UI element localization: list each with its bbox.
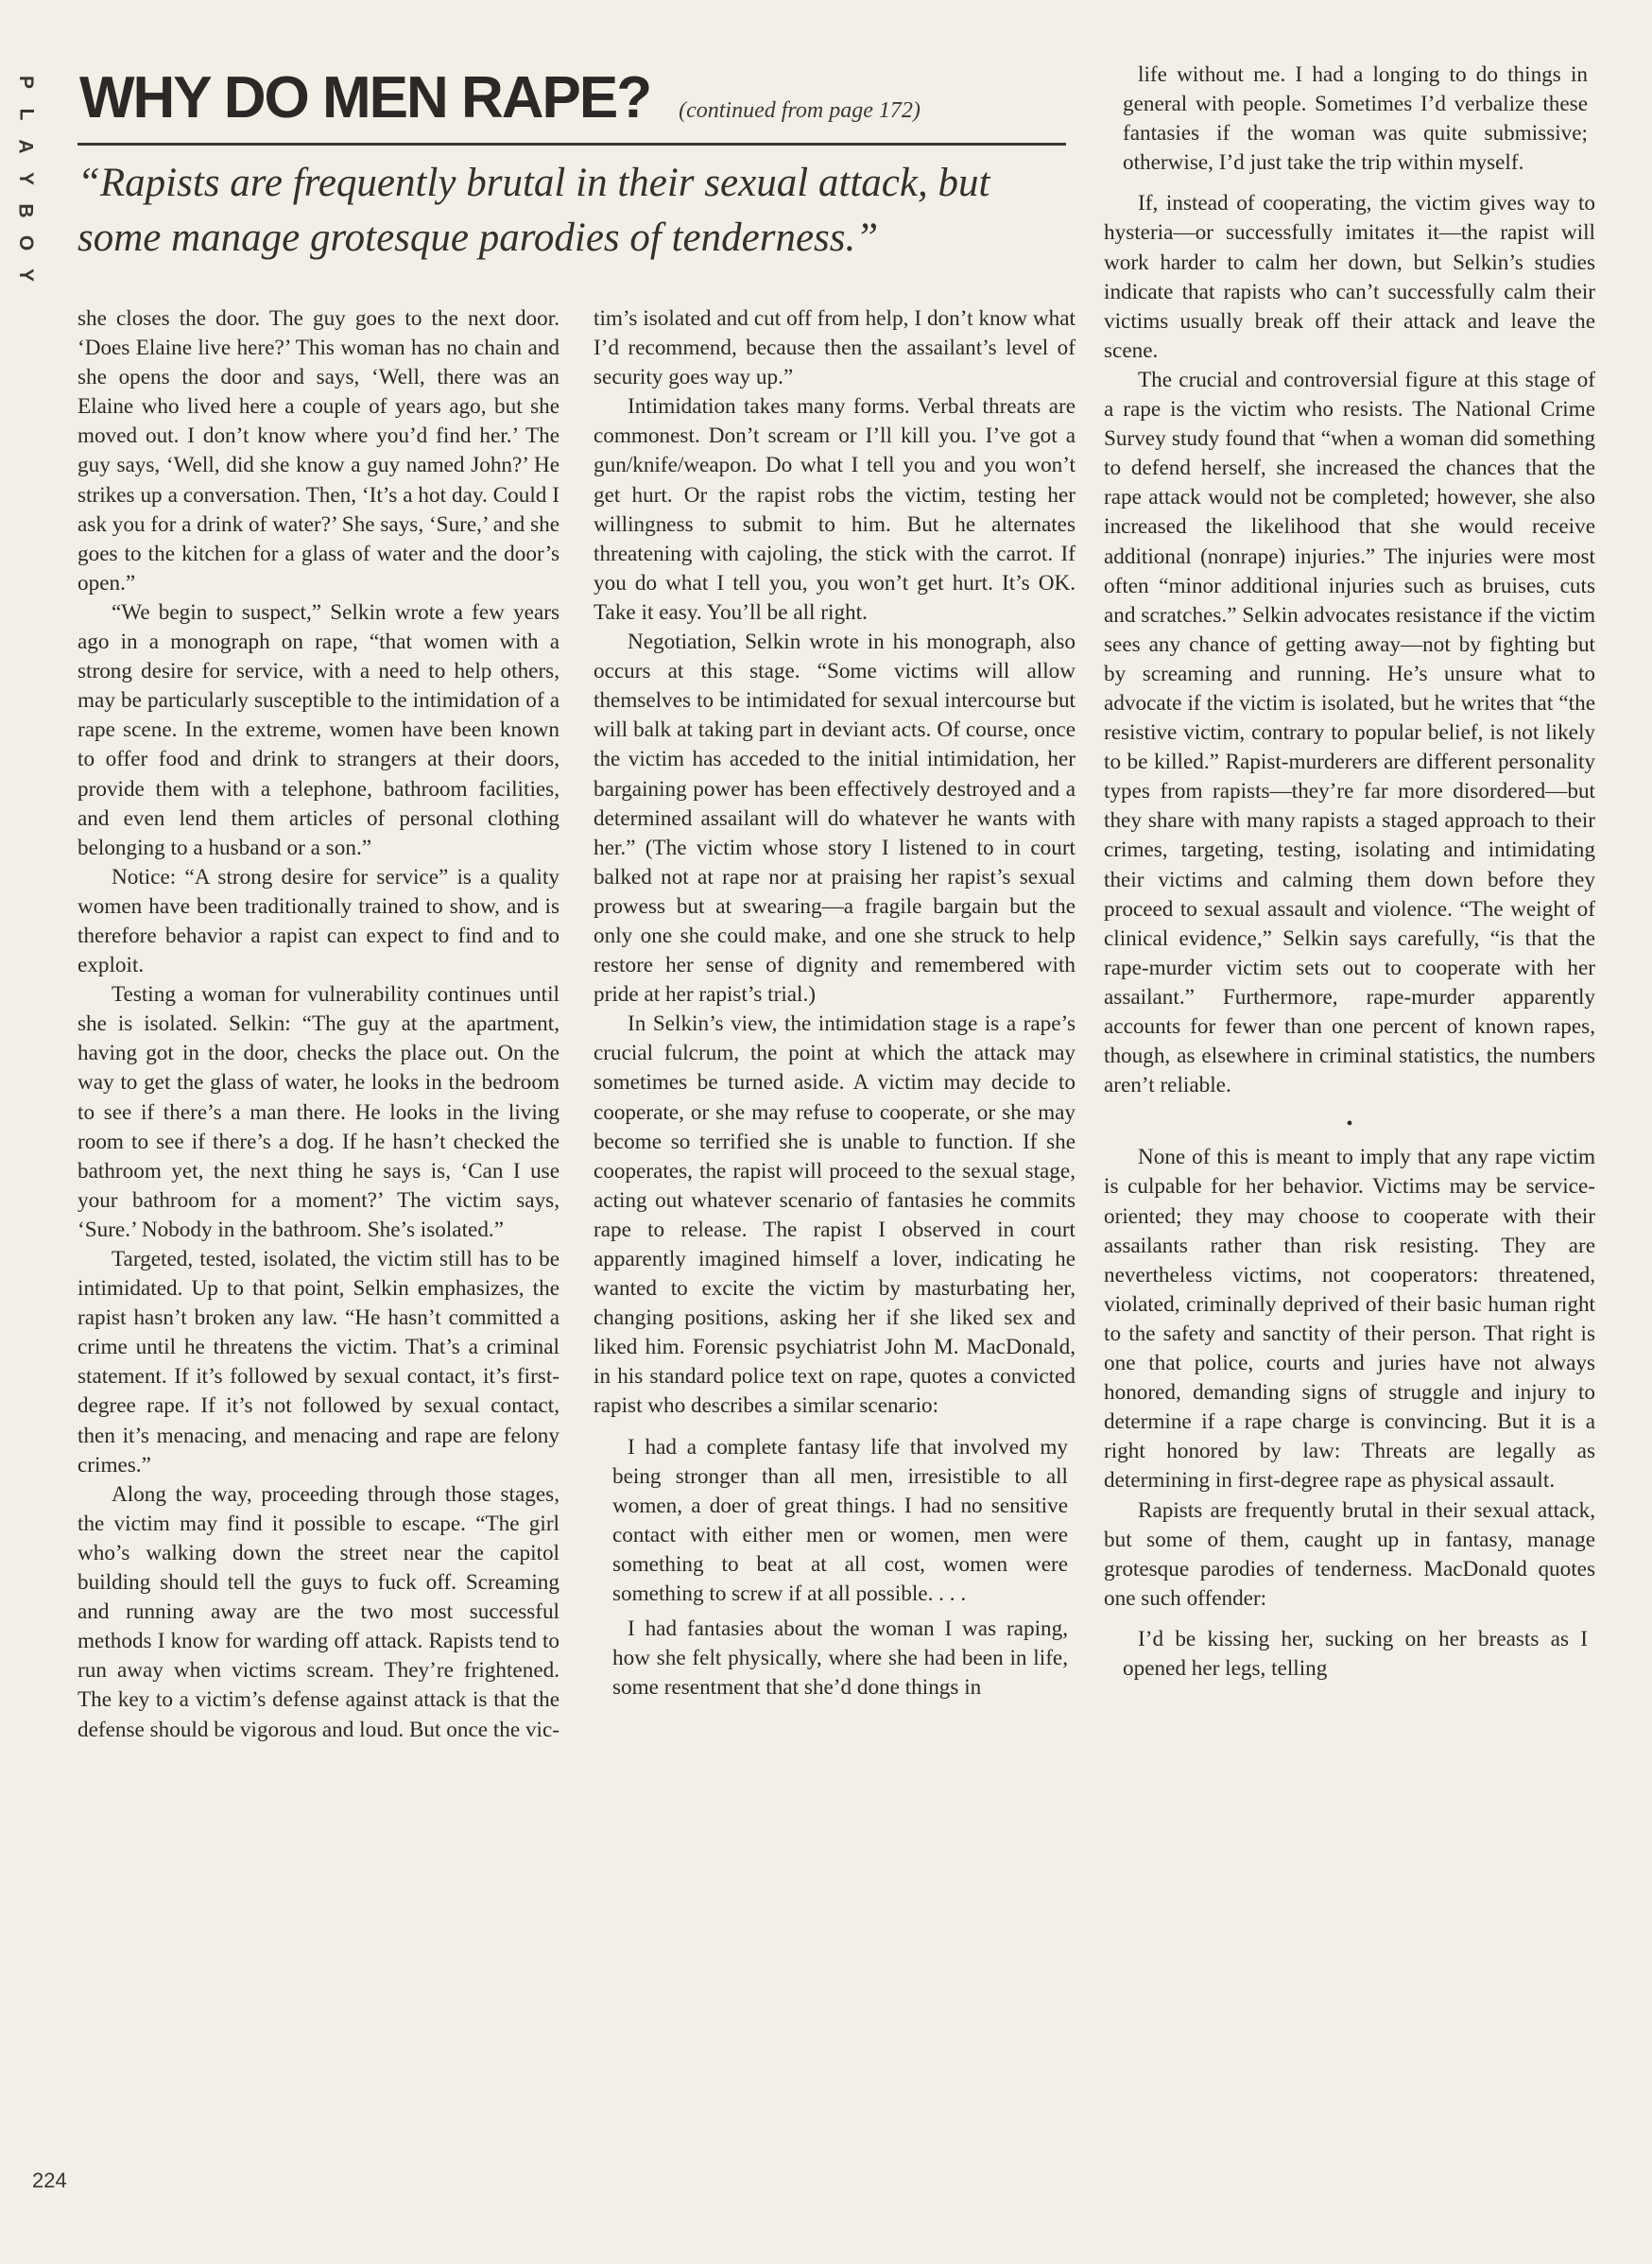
page-number: 224	[32, 2169, 67, 2192]
headline-row	[79, 64, 1067, 140]
paragraph: None of this is meant to imply that any rape victim is culpable for her behavior. Victims may be service-oriented; they may choose to cooperate with their assailants rather than risk resisting. They are nevertheless victims, not cooperators: threatened, violated, criminally deprived of their basic human right to the safety and sanctity of their person. That right is one that police, courts and juries have not always honored, demanding signs of struggle and injury to determine if a rape charge is convincing. But it is a right honored by law: Threats are legally as determining in first-degree rape as physical assault.	[1104, 1145, 1595, 1494]
masthead-letter: B	[14, 203, 37, 218]
paragraph: she closes the door. The guy goes to the next door. ‘Does Elaine live here?’ This woman has no chain and she opens the door and says, ‘Well, there was an Elaine who lived here a couple of years ago, but she moved out. I don’t know where you’d find her.’ The guy says, ‘Well, did she know a guy named John?’ He strikes up a conversation. Then, ‘It’s a hot day. Could I ask you for a drink of water?’ She says, ‘Sure,’ and she goes to the kitchen for a glass of water and the door’s open.”	[77, 306, 559, 596]
masthead-letter: Y	[14, 268, 37, 283]
paragraph: Rapists are frequently brutal in their sexual attack, but some of them, caught up in fantasy, manage grotesque parodies of tenderness. MacDonald quotes one such offender:	[1104, 1497, 1595, 1611]
paragraph: “We begin to suspect,” Selkin wrote a few years ago in a monograph on rape, “that women with a strong desire for service, with a need to help others, may be particularly susceptible to the intimidation of a rape scene. In the extreme, women have been known to offer food and drink to strangers at their doors, provide them with a telephone, bathroom facilities, and even lend them articles of personal clothing belonging to a husband or a son.”	[77, 599, 559, 860]
paragraph: Testing a woman for vulnerability continues until she is isolated. Selkin: “The guy at the apartment, having got in the door, checks the place out. On the way to get the glass of water, he looks in the bedroom to see if there’s a man there. He looks in the living room to see if there’s a dog. If he hasn’t checked the bathroom yet, the next thing he says is, ‘Can I use your bathroom for a moment?’ The victim says, ‘Sure.’ Nobody in the bathroom. She’s isolated.”	[77, 982, 559, 1242]
paragraph: tim’s isolated and cut off from help, I don’t know what I’d recommend, because then the assailant’s level of security goes way up.”	[594, 306, 1076, 390]
headline-rule	[77, 143, 1066, 146]
paragraph: Intimidation takes many forms. Verbal threats are commonest. Don’t scream or I’ll kill you. I’ve got a gun/knife/weapon. Do what I tell you and you won’t get hurt. Or the rapist robs the victim, testing her willingness to submit to him. But he alternates threatening with cajoling, the stick with the carrot. If you do what I tell you, you won’t get hurt. It’s OK. Take it easy. You’ll be all right.	[594, 394, 1076, 625]
article-title: WHY DO MEN RAPE?	[79, 65, 651, 130]
text-column-2	[594, 304, 1076, 1702]
magazine-masthead	[9, 66, 42, 291]
paragraph: Along the way, proceeding through those stages, the victim may find it possible to escape. “The girl who’s walking down the street near the capitol building should tell the guys to fuck off. Screaming and running away are the two most successful methods I know for warding off attack. Rapists tend to run away when victims scream. They’re frightened. The key to a victim’s defense against attack is that the defense should be vigorous and loud. But once the vic-	[77, 1481, 560, 1742]
masthead-letter: Y	[14, 171, 37, 186]
paragraph: The crucial and controversial figure at this stage of a rape is the victim who resists. The National Crime Survey study found that “when a woman did something to defend herself, she increased the chances that the rape attack would not be completed; however, she also increased the likelihood that she would receive additional (nonrape) injuries.” The injuries were most often “minor additional injuries such as bruises, cuts and scratches.” Selkin advocates resistance if the victim sees any chance of getting away—not by fighting but by screaming and running. He’s unsure what to advocate if the victim is isolated, but he writes that “the resistive victim, contrary to popular belief, is not likely to be killed.” Rapist-murderers are different personality types from rapists—they’re far more disordered—but they share with many rapists a staged approach to their crimes, targeting, testing, isolating and intimidating their victims and calming them down before they proceed to sexual assault and violence. “The weight of clinical evidence,” Selkin says carefully, “is that the rape-murder victim sets out to cooperate with her assailant.” Furthermore, rape-murder apparently accounts for fewer than one percent of known rapes, though, as elsewhere in criminal statistics, the numbers aren’t reliable.	[1104, 367, 1595, 1098]
block-quote: I had a complete fantasy life that involved my being stronger than all men, irresistible to all women, a doer of great things. I had no sensitive contact with either men or women, men were something to beat at all cost, women were something to screw if at all possible. . . .	[612, 1434, 1068, 1607]
paragraph: If, instead of cooperating, the victim gives way to hysteria—or successfully imitates it—the rapist will work harder to calm her down, but Selkin’s studies indicate that rapists who can’t successfully calm their victims usually break off their attack and leave the scene.	[1104, 191, 1595, 363]
masthead-letter: A	[14, 139, 37, 154]
text-column-1	[77, 304, 559, 1745]
text-column-3	[1104, 60, 1595, 1684]
paragraph: Notice: “A strong desire for service” is a quality women have been traditionally trained to show, and is therefore behavior a rapist can expect to find and to exploit.	[77, 864, 559, 978]
masthead-letter: L	[14, 108, 37, 121]
section-break-bullet: •	[1346, 1114, 1353, 1135]
masthead-letter: O	[15, 234, 37, 251]
masthead-letter: P	[14, 75, 37, 90]
pull-quote: “Rapists are frequently brutal in their sexual attack, but some manage grotesque parodies of tenderness.”	[77, 161, 990, 260]
block-quote: I’d be kissing her, sucking on her breasts as I opened her legs, telling	[1123, 1626, 1588, 1681]
paragraph: In Selkin’s view, the intimidation stage is a rape’s crucial fulcrum, the point at which the attack may sometimes be turned aside. A victim may decide to cooperate, or she may refuse to cooperate, or she may become so terrified she is unable to function. If she cooperates, the rapist will proceed to the sexual stage, acting out whatever scenario of fantasies he commits rape to release. The rapist I observed in court apparently imagined himself a lover, indicating he wanted to excite the victim by masturbating her, changing positions, asking her if she liked sex and liked him. Forensic psychiatrist John M. MacDonald, in his standard police text on rape, quotes a convicted rapist who describes a similar scenario:	[594, 1011, 1076, 1419]
block-quote: life without me. I had a longing to do things in general with people. Sometimes I’d verbalize these fantasies if the woman was quite submissive; otherwise, I’d just take the trip within myself.	[1123, 62, 1588, 176]
block-quote: I had fantasies about the woman I was raping, how she felt physically, where she had been in life, some resentment that she’d done things in	[612, 1616, 1068, 1701]
paragraph: Negotiation, Selkin wrote in his monograph, also occurs at this stage. “Some victims will allow themselves to be intimidated for sexual intercourse but will balk at taking part in deviant acts. Of course, once the victim has acceded to the initial intimidation, her bargaining power has been effectively destroyed and a determined assailant will do whatever he wants with her.” (The victim whose story I listened to in court balked not at rape nor at praising her rapist’s sexual prowess but at swearing—a fragile bargain but the only one she could make, and one she struck to help restore her sense of dignity and remembered with pride at her rapist’s trial.)	[594, 630, 1076, 1008]
continued-note: (continued from page 172)	[679, 98, 921, 123]
paragraph: Targeted, tested, isolated, the victim still has to be intimidated. Up to that point, Selkin emphasizes, the rapist hasn’t broken any law. “He hasn’t committed a crime until he threatens the victim. That’s a criminal statement. If it’s followed by sexual contact, it’s first-degree rape. If it’s not followed by sexual contact, then it’s menacing, and menacing and rape are felony crimes.”	[77, 1247, 559, 1478]
